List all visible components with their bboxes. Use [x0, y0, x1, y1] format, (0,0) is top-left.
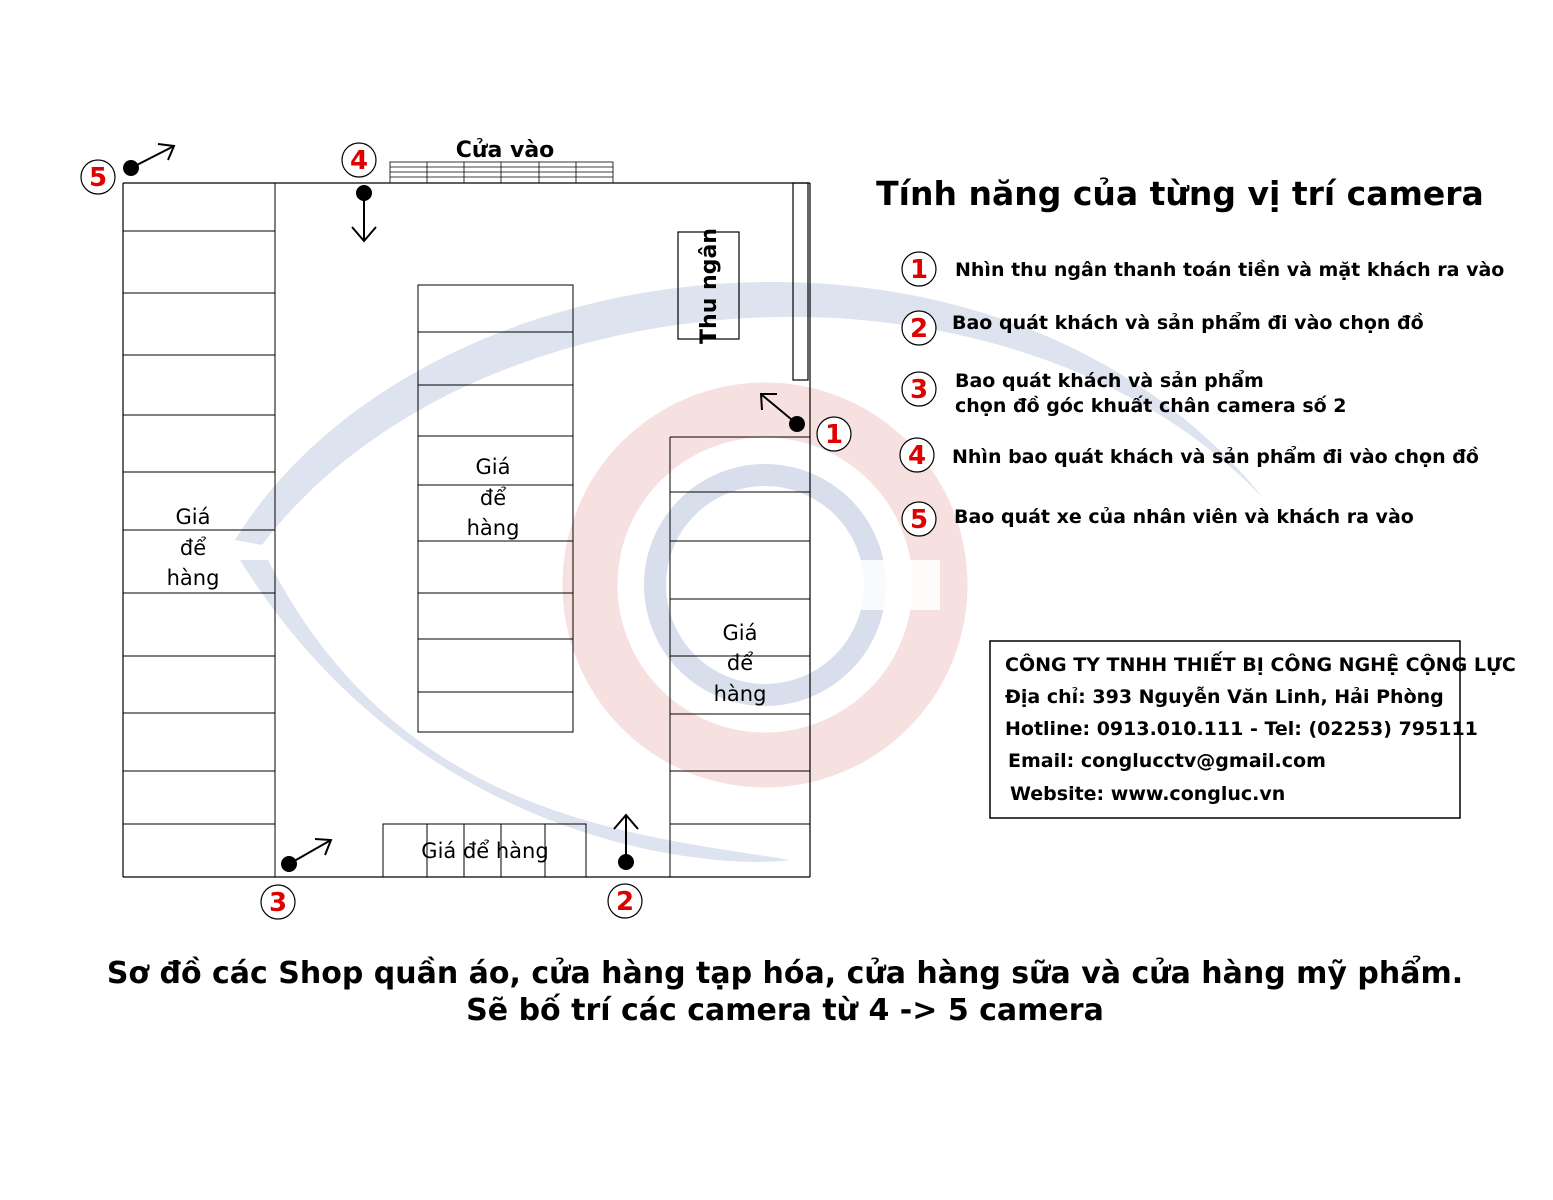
watermark-c-gap: [800, 560, 940, 610]
shelf-left-label-2: để: [179, 536, 207, 560]
caption-line-2: Sẽ bố trí các camera từ 4 -> 5 camera: [466, 993, 1104, 1028]
camera-5-number: 5: [88, 163, 108, 193]
shelf-center-label-3: hàng: [466, 516, 520, 540]
feature-2-text: Bao quát khách và sản phẩm đi vào chọn đồ: [952, 312, 1424, 334]
feature-3-number: 3: [909, 375, 929, 405]
watermark-logo: [235, 282, 1265, 862]
wall-counter: [793, 183, 808, 380]
camera-4: [342, 143, 376, 241]
caption-line-1: Sơ đồ các Shop quần áo, cửa hàng tạp hóa, cửa hàng sữa và cửa hàng mỹ phẩm.: [106, 956, 1464, 991]
watermark-eye-lower: [240, 560, 790, 862]
camera-5-arrow-icon: [131, 146, 174, 168]
camera-3: [261, 839, 331, 919]
company-info-box: [990, 641, 1516, 818]
shelf-left-label-1: Giá: [175, 505, 211, 529]
feature-3-text-line-2: chọn đồ góc khuất chân camera số 2: [955, 395, 1347, 417]
feature-4-number: 4: [907, 441, 927, 471]
company-email: Email: conglucctv@gmail.com: [1008, 750, 1326, 772]
shelf-right-label-1: Giá: [722, 621, 758, 645]
camera-3-arrow-icon: [289, 840, 331, 864]
shelf-right-label-3: hàng: [713, 682, 767, 706]
shelf-center-label-1: Giá: [475, 455, 511, 479]
feature-3-text-line-1: Bao quát khách và sản phẩm: [955, 370, 1264, 392]
feature-title: Tính năng của từng vị trí camera: [876, 174, 1484, 213]
feature-1-text: Nhìn thu ngân thanh toán tiền và mặt khách ra vào: [955, 259, 1505, 281]
camera-5: [81, 144, 174, 194]
company-hotline: Hotline: 0913.010.111 - Tel: (02253) 795111: [1005, 718, 1478, 740]
company-website: Website: www.congluc.vn: [1010, 783, 1286, 805]
feature-5-number: 5: [909, 505, 929, 535]
shelf-right-label-2: để: [726, 651, 754, 675]
camera-2-number: 2: [615, 887, 635, 917]
feature-1-number: 1: [909, 255, 929, 285]
cashier-label: Thu ngân: [697, 228, 722, 344]
shelf-left-label-3: hàng: [166, 566, 220, 590]
shelf-left: [123, 183, 275, 877]
feature-5-text: Bao quát xe của nhân viên và khách ra vào: [954, 506, 1414, 528]
shelf-bottom-label: Giá để hàng: [421, 839, 549, 863]
camera-3-number: 3: [268, 888, 288, 918]
camera-1-number: 1: [824, 420, 844, 450]
entrance-label: Cửa vào: [455, 138, 555, 163]
shelf-center-label-2: để: [479, 486, 507, 510]
company-name: CÔNG TY TNHH THIẾT BỊ CÔNG NGHỆ CỘNG LỰC: [1005, 654, 1516, 676]
feature-4-text: Nhìn bao quát khách và sản phẩm đi vào chọn đồ: [952, 446, 1479, 468]
entrance-door: [390, 162, 613, 183]
feature-2-number: 2: [909, 314, 929, 344]
camera-4-number: 4: [349, 146, 369, 176]
feature-legend: [876, 174, 1504, 536]
company-address: Địa chỉ: 393 Nguyễn Văn Linh, Hải Phòng: [1005, 686, 1444, 708]
